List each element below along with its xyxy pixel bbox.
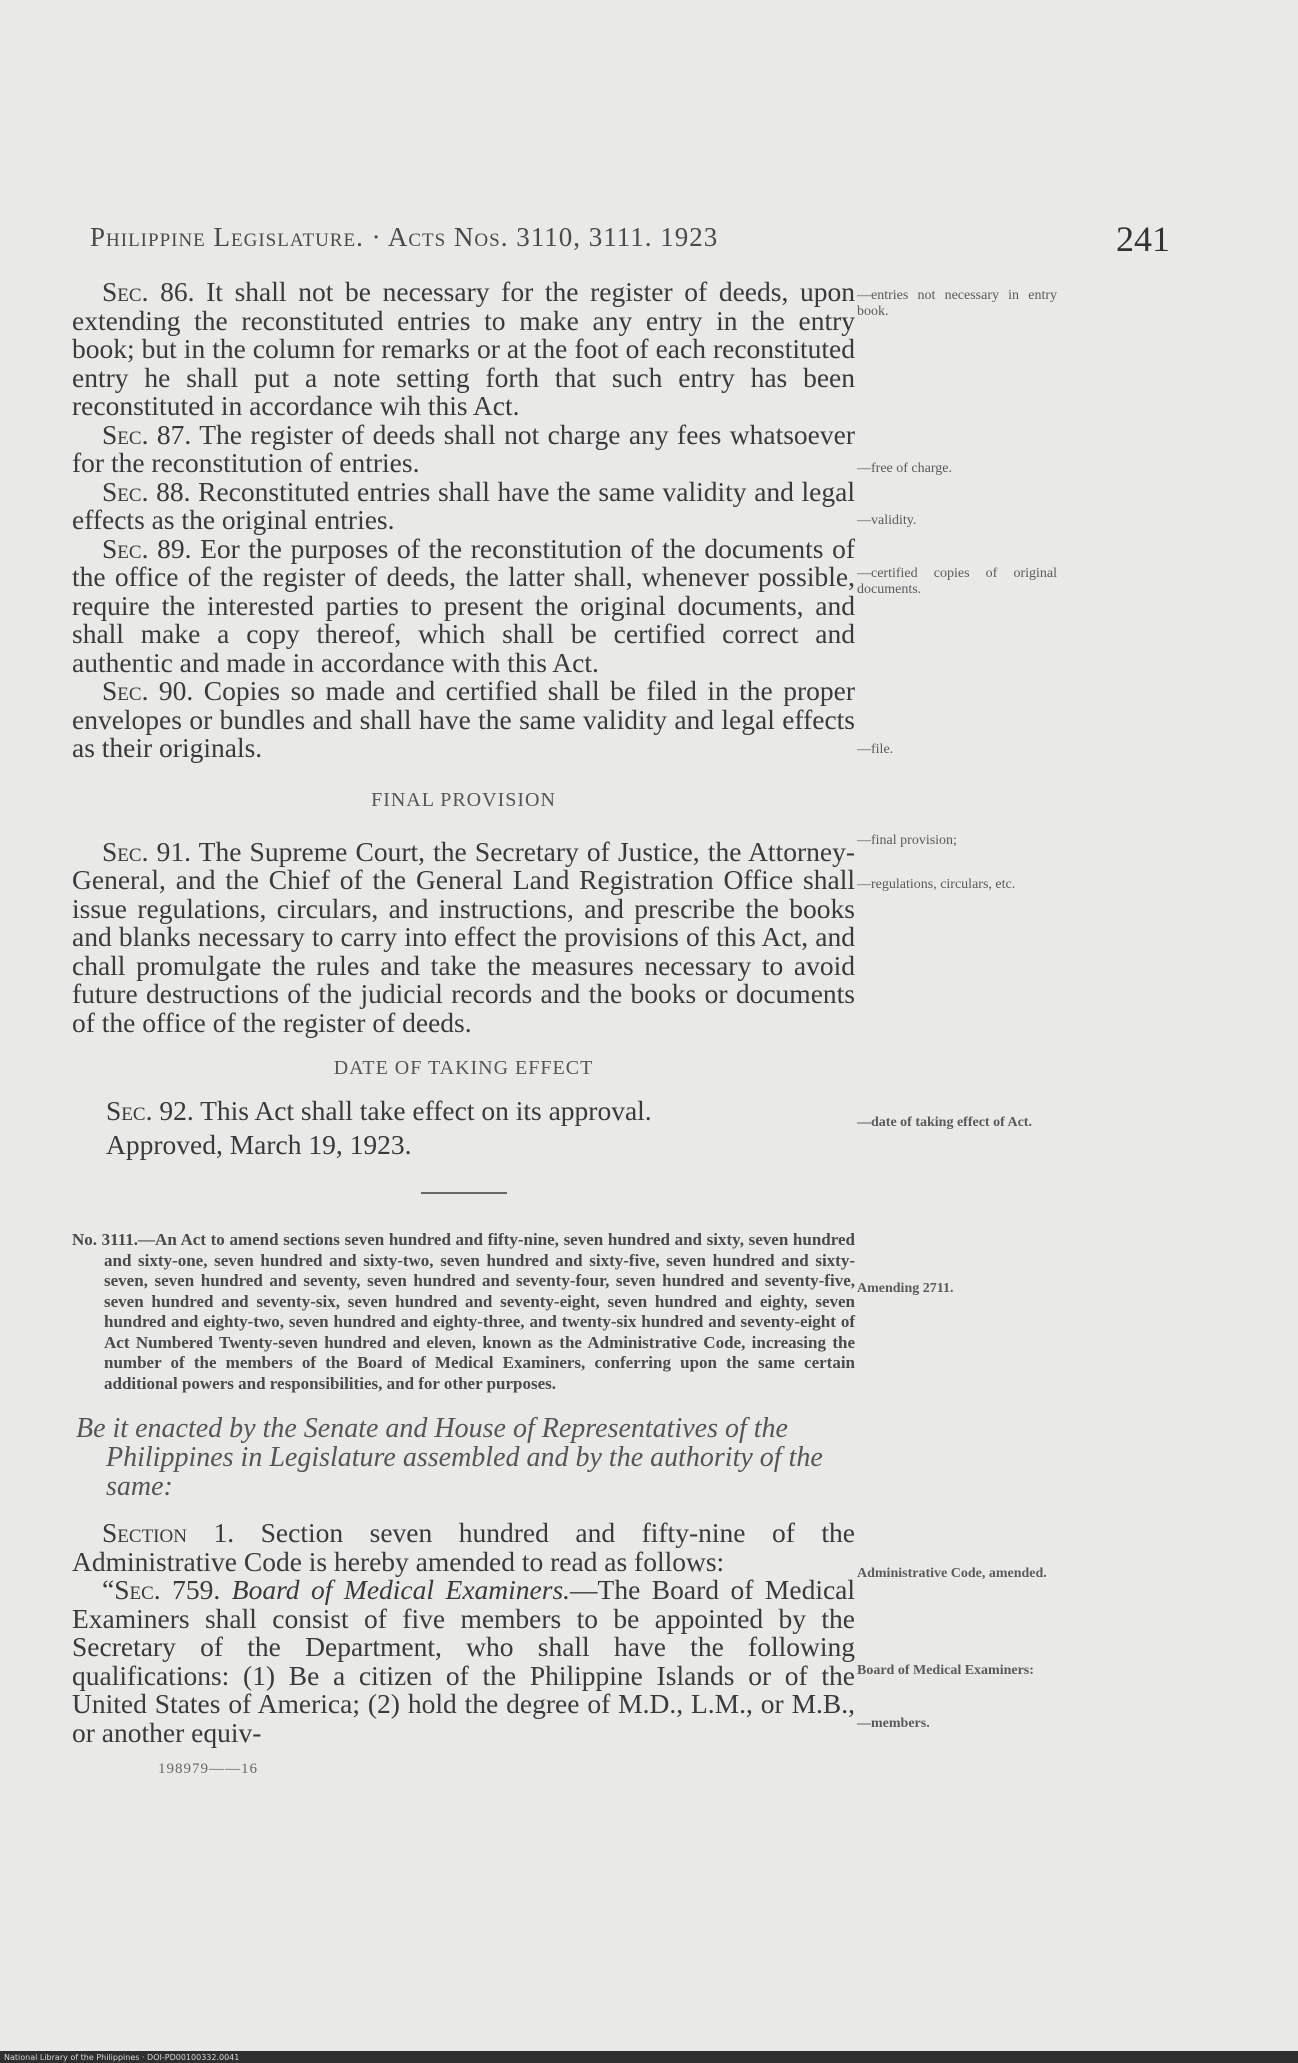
margin-note-date-of-taking-effect: —date of taking effect of Act. (857, 1115, 1032, 1130)
spacer (72, 812, 855, 838)
section-label: Sec. 92. (106, 1095, 194, 1126)
section-text: Copies so made and certified shall be filed in the proper envelopes or bundles and shall have the same validity and legal effects as their originals. (72, 675, 855, 763)
section-text: The register of deeds shall not charge any fees whatsoever for the reconstitution of entries. (72, 418, 855, 478)
section-text: —The Board of Medical Examiners shall consist of five members to be appointed by the Secretary of the Department, who shall have the following qualifications: (1) Be a citizen of the Philippine Islands or of the United States of America; (2) hold the degree of M.D., L.M., or M.B., or another equiv- (72, 1574, 856, 1748)
section-text: The Supreme Court, the Secretary of Justice, the Attorney-General, and the Chief of the General Land Registration Office shall issue regulations, circulars, and instructions, and prescribe the books and blanks necessary to carry into effect the provisions of this Act, and chall promulgate the rules and take the measures necessary to avoid future destructions of the judicial records and the books or documents of the office of the register of deeds. (72, 835, 855, 1038)
section-label: Section 1. (102, 1517, 235, 1548)
section-1 (72, 1519, 855, 1576)
section-label: Sec. 91. (102, 835, 191, 867)
footer-strip (0, 2051, 1298, 2063)
spacer (72, 1747, 855, 1761)
section-text: It shall not be necessary for the register of deeds, upon extending the reconstituted entries to make any entry in the entry book; but in the column for remarks or at the foot of each reconstituted entry he shall put a note setting forth that such entry has been reconstituted in accordance wih this Act. (72, 276, 855, 421)
margin-note-members: —members. (857, 1716, 930, 1731)
main-text-column (72, 278, 855, 1778)
final-provision-heading: FINAL PROVISION (371, 788, 556, 811)
margin-note-free-of-charge: —free of charge. (857, 461, 952, 476)
page-header (90, 219, 1170, 262)
page-number: 241 (1116, 219, 1170, 259)
margin-note-certified-copies: —certified copies of original documents. (857, 566, 1057, 597)
spacer (72, 763, 855, 789)
section-text: This Act shall take effect on its approval. (193, 1095, 652, 1126)
section-label: Sec. 87. (102, 418, 192, 450)
margin-note-entries: —entries not necessary in entry book. (857, 288, 1057, 319)
section-label: Sec. 88. (102, 475, 191, 507)
spacer (72, 1194, 855, 1230)
margin-note-final-provision: —final provision; (857, 833, 957, 848)
section-89 (72, 532, 855, 678)
section-label: “Sec. 759. (102, 1574, 221, 1605)
signature-mark: 198979——16 (158, 1761, 258, 1777)
section-759 (72, 1576, 855, 1747)
section-label: Sec. 90. (102, 675, 194, 706)
section-heading: Board of Medical Examiners. (220, 1574, 571, 1605)
section-86 (72, 278, 855, 421)
section-87 (72, 418, 855, 478)
margin-note-validity: —validity. (857, 513, 917, 528)
margin-note-amending: Amending 2711. (857, 1281, 954, 1296)
spacer (72, 1037, 855, 1057)
enacting-clause: Be it enacted by the Senate and House of Representatives of the Philippines in Legislature assembled and by the authority of the same: (76, 1413, 823, 1502)
approval-date: Approved, March 19, 1923. (106, 1129, 412, 1160)
section-90 (72, 677, 855, 763)
margin-note-file: —file. (857, 742, 894, 757)
footer-text: National Library of the Philippines · DOI-PD00100332.0041 (4, 2053, 240, 2062)
running-head: Philippine Legislature. · Acts Nos. 3110, 3111. 1923 (90, 222, 719, 252)
section-label: Sec. 86. (102, 276, 195, 307)
margin-note-regulations: —regulations, circulars, etc. (857, 877, 1016, 892)
date-of-taking-effect-heading: DATE OF TAKING EFFECT (333, 1057, 594, 1079)
spacer (72, 1162, 855, 1192)
spacer (72, 1394, 855, 1414)
section-88 (72, 475, 855, 535)
margin-note-board-of-medical-examiners: Board of Medical Examiners: (857, 1663, 1034, 1678)
margin-note-administrative-code: Administrative Code, amended. (857, 1566, 1047, 1581)
spacer (72, 1080, 855, 1094)
section-label: Sec. 89. (102, 532, 192, 564)
section-91 (72, 835, 855, 1038)
section-text: Reconstituted entries shall have the same validity and legal effects as the original entries. (72, 475, 855, 535)
section-text: Eor the purposes of the reconstitution of the documents of the office of the register of deeds, the latter shall, whenever possible, require the interested parties to present the original documents, and shall make a copy thereof, which shall be certified correct and authentic and made in accordance with this Act. (72, 532, 855, 678)
section-text: Section seven hundred and fifty-nine of the Administrative Code is hereby amended to read as follows: (72, 1517, 855, 1577)
act-3111-title: No. 3111.—An Act to amend sections seven hundred and fifty-nine, seven hundred and sixty, seven hundred and sixty-one, seven hundred and sixty-two, seven hundred and sixty-five, seven hundred and sixty-seven, seven hundred and seventy, seven hundred and seventy-four, seven hundred and seventy-five, seven hundred and seventy-six, seven hundred and seventy-eight, seven hundred and eighty, seven hundred and eighty-two, seven hundred and eighty-three, and twenty-six hundred and seventy-eight of Act Numbered Twenty-seven hundred and eleven, known as the Administrative Code, increasing the number of the members of the Board of Medical Examiners, conferring upon the same certain additional powers and responsibilities, and for other purposes. (72, 1230, 855, 1393)
section-92 (72, 1094, 855, 1128)
